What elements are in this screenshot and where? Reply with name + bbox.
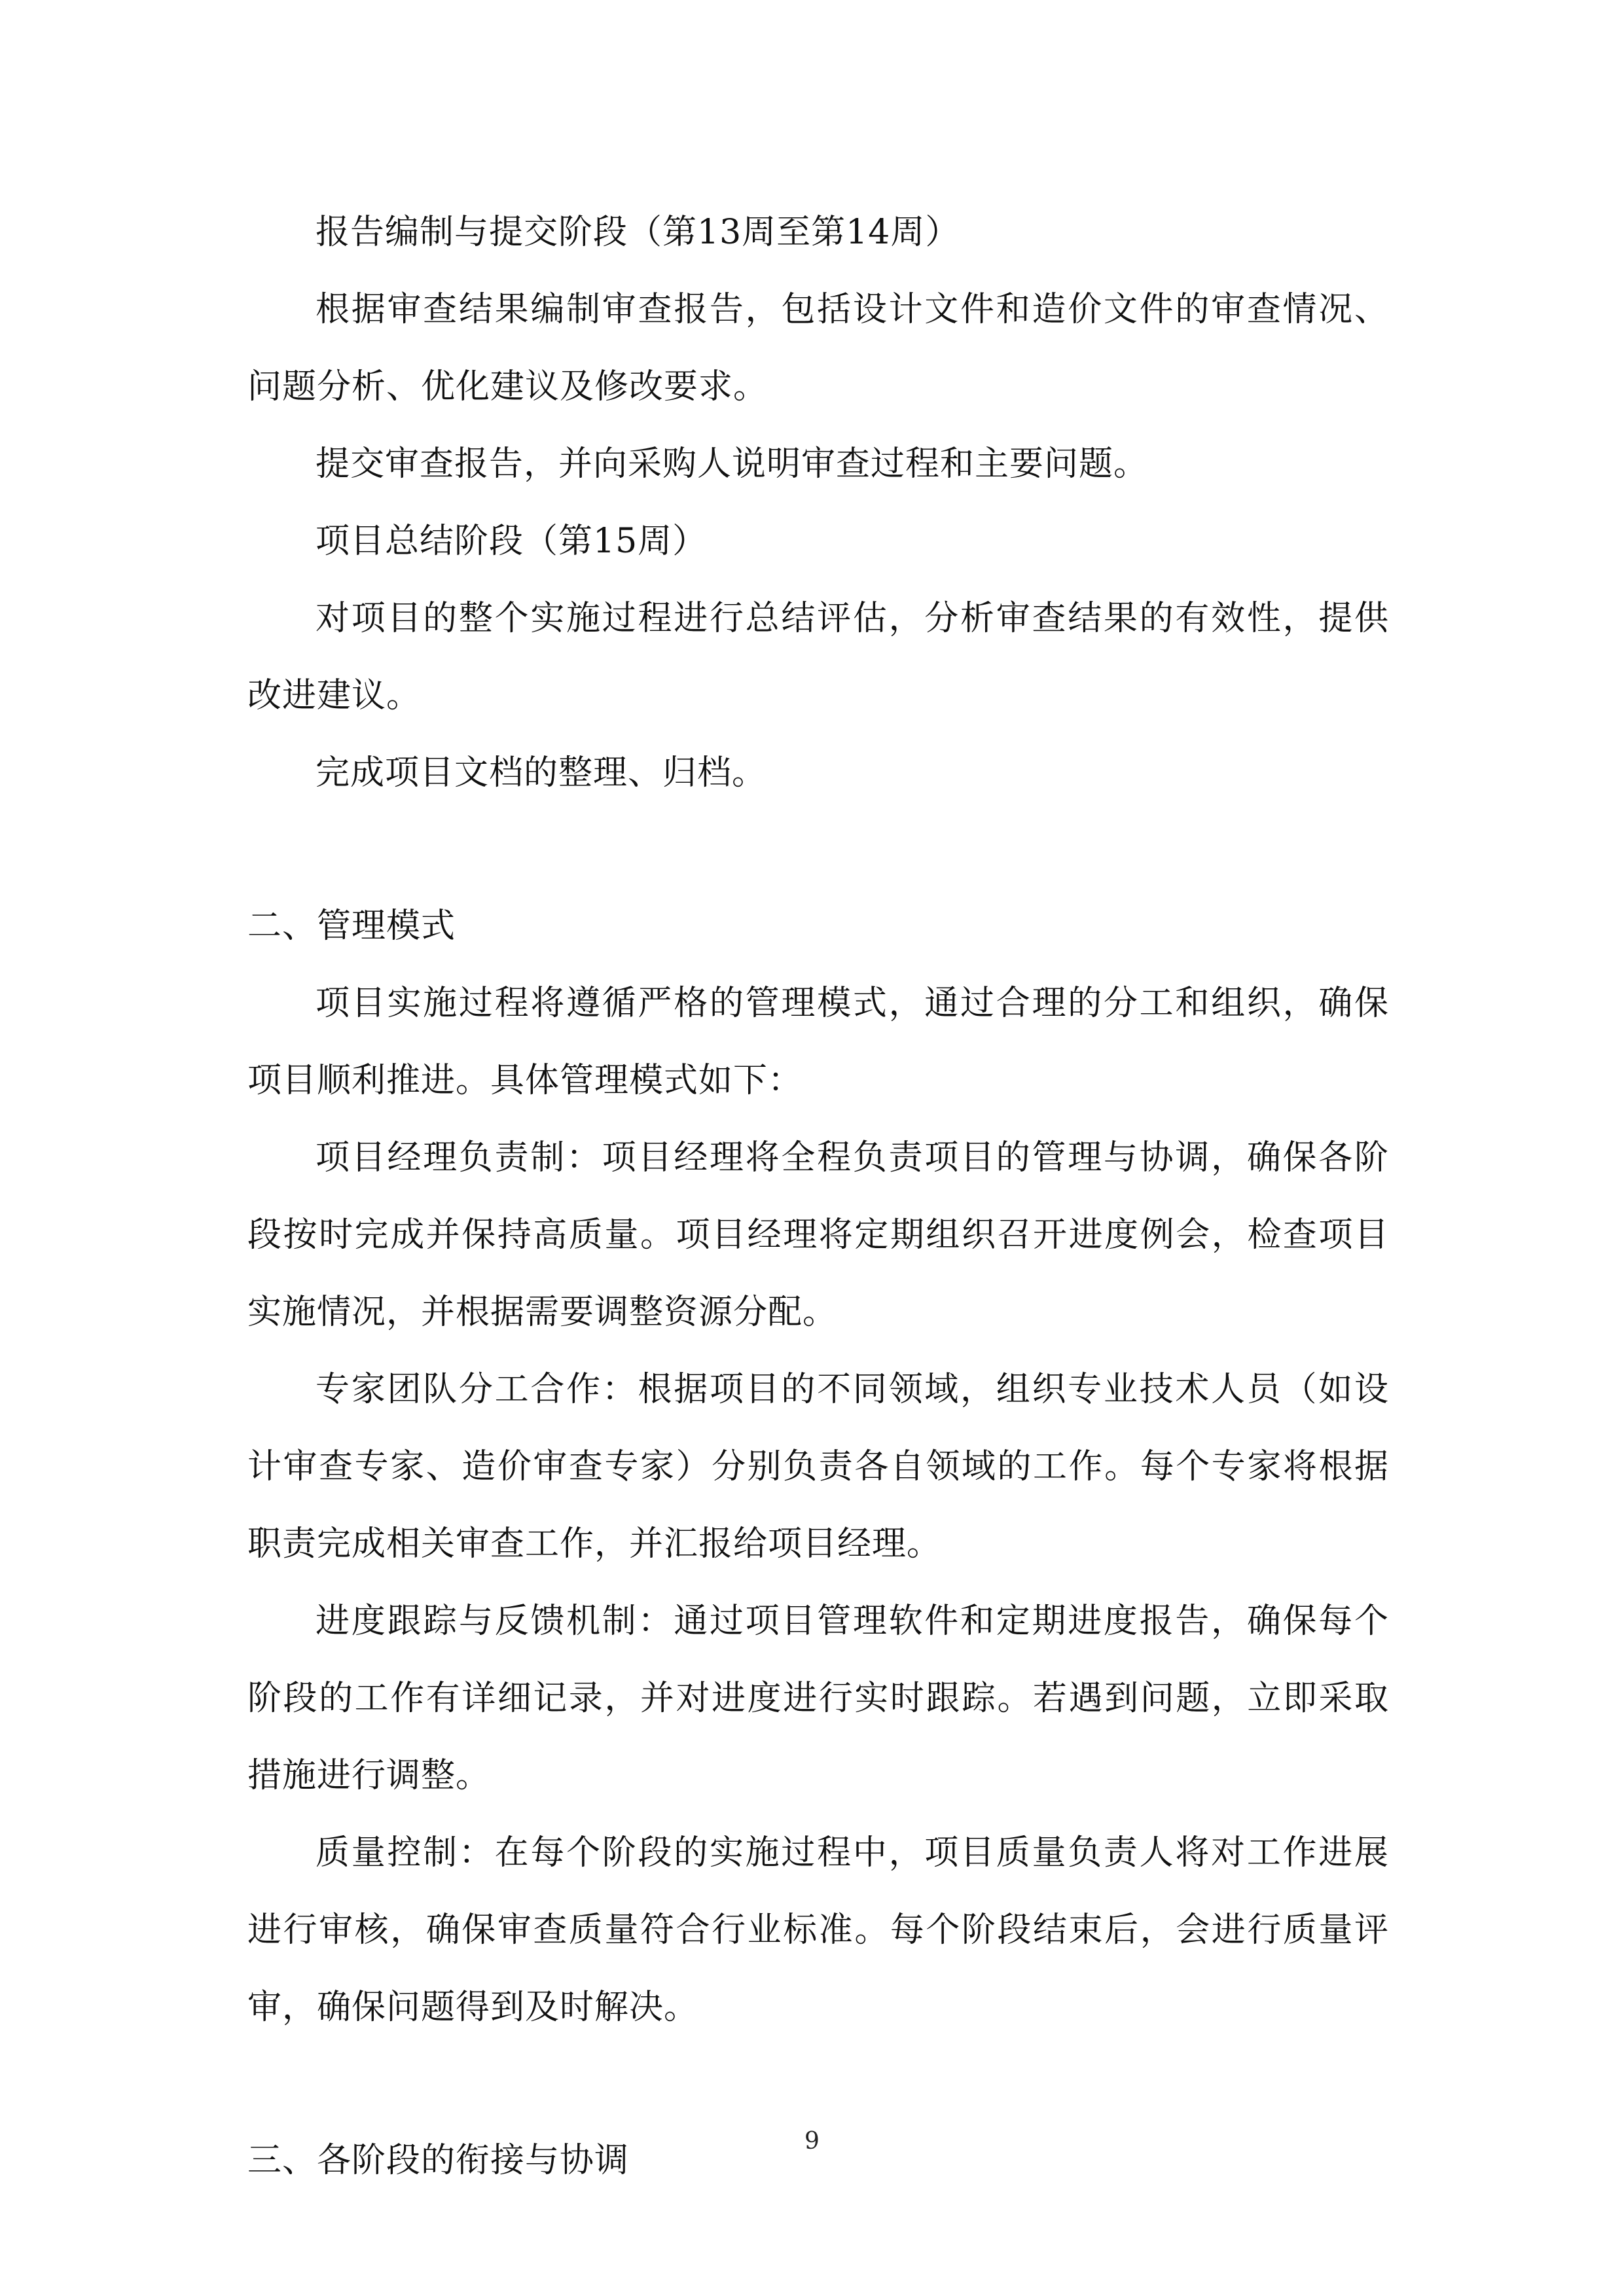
paragraph-report-compile: 根据审查结果编制审查报告，包括设计文件和造价文件的审查情况、问题分析、优化建议及修改要求。 [247, 290, 1389, 406]
page-number: 9 [804, 2128, 820, 2155]
paragraph-report-phase-title: 报告编制与提交阶段（第13周至第14周） [316, 213, 960, 252]
section-heading-phase-coordination: 三、各阶段的衔接与协调 [247, 2141, 630, 2180]
paragraph-quality-control: 质量控制：在每个阶段的实施过程中，项目质量负责人将对工作进展进行审核，确保审查质量符合行业标准。每个阶段结束后，会进行质量评审，确保问题得到及时解决。 [247, 1833, 1389, 2027]
paragraph-summary-phase-title: 项目总结阶段（第15周） [316, 522, 708, 561]
paragraph-expert-team: 专家团队分工合作：根据项目的不同领域，组织专业技术人员（如设计审查专家、造价审查专家）分别负责各自领域的工作。每个专家将根据职责完成相关审查工作，并汇报给项目经理。 [247, 1370, 1389, 1564]
paragraph-progress-tracking: 进度跟踪与反馈机制：通过项目管理软件和定期进度报告，确保每个阶段的工作有详细记录，并对进度进行实时跟踪。若遇到问题，立即采取措施进行调整。 [247, 1602, 1389, 1795]
paragraph-project-manager: 项目经理负责制：项目经理将全程负责项目的管理与协调，确保各阶段按时完成并保持高质量。项目经理将定期组织召开进度例会，检查项目实施情况，并根据需要调整资源分配。 [247, 1138, 1389, 1332]
paragraph-summary-evaluate: 对项目的整个实施过程进行总结评估，分析审查结果的有效性，提供改进建议。 [247, 599, 1389, 715]
paragraph-management-intro: 项目实施过程将遵循严格的管理模式，通过合理的分工和组织，确保项目顺利推进。具体管理模式如下： [247, 984, 1389, 1100]
section-heading-management-mode: 二、管理模式 [247, 906, 456, 946]
paragraph-report-submit: 提交审查报告，并向采购人说明审查过程和主要问题。 [316, 444, 1149, 484]
page-body [247, 194, 1389, 2199]
paragraph-summary-archive: 完成项目文档的整理、归档。 [316, 753, 767, 793]
